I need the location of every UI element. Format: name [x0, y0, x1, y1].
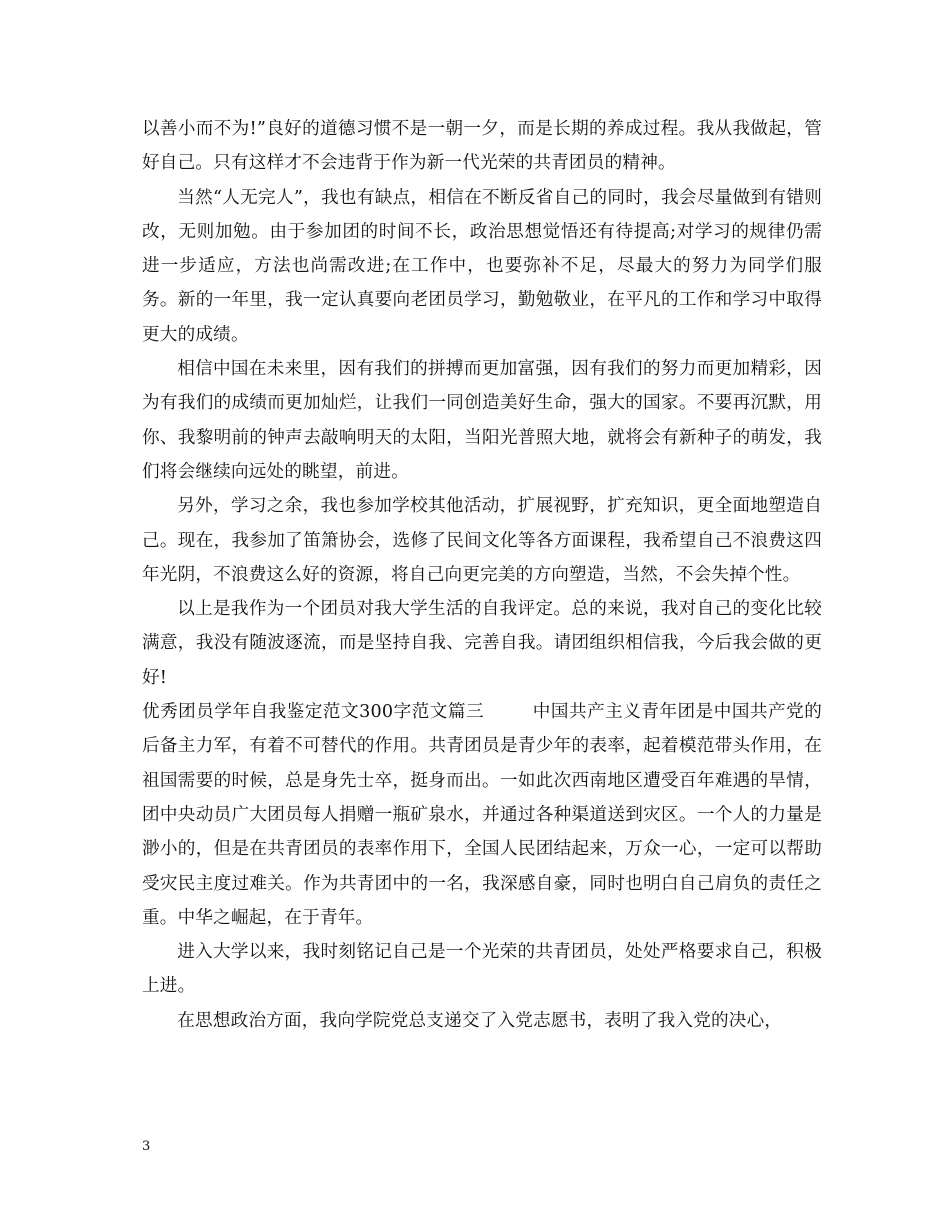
section-heading: 优秀团员学年自我鉴定范文300字范文篇三 [142, 702, 485, 723]
paragraph-university: 进入大学以来，我时刻铭记自己是一个光荣的共青团员，处处严格要求自己，积极上进。 [142, 942, 822, 997]
paragraph-section-three [142, 695, 822, 935]
paragraph-moral-habits: 以善小而不为!”良好的道德习惯不是一朝一夕，而是长期的养成过程。我从我做起，管好自己。只有这样才不会违背于作为新一代光荣的共青团员的精神。 [142, 119, 822, 174]
paragraph-activities: 另外，学习之余，我也参加学校其他活动，扩展视野，扩充知识，更全面地塑造自己。现在，我参加了笛箫协会，选修了民间文化等各方面课程，我希望自己不浪费这四年光阴，不浪费这么好的资源，将自己向更完美的方向塑造，当然，不会失掉个性。 [142, 496, 822, 585]
document-body [142, 112, 822, 1038]
paragraph-shortcomings: 当然“人无完人”，我也有缺点，相信在不断反省自己的同时，我会尽量做到有错则改，无则加勉。由于参加团的时间不长，政治思想觉悟还有待提高;对学习的规律仍需进一步适应，方法也尚需改进;在工作中，也要弥补不足，尽最大的努力为同学们服务。新的一年里，我一定认真要向老团员学习，勤勉敬业，在平凡的工作和学习中取得更大的成绩。 [142, 187, 822, 345]
paragraph-self-evaluation: 以上是我作为一个团员对我大学生活的自我评定。总的来说，我对自己的变化比较满意，我没有随波逐流，而是坚持自我、完善自我。请团组织相信我，今后我会做的更好! [142, 599, 822, 688]
page-number: 3 [142, 1139, 151, 1154]
heading-gap [484, 702, 533, 722]
paragraph-future-china: 相信中国在未来里，因有我们的拼搏而更加富强，因有我们的努力而更加精彩，因为有我们的成绩而更加灿烂，让我们一同创造美好生命，强大的国家。不要再沉默，用你、我黎明前的钟声去敲响明天的太阳，当阳光普照大地，就将会有新种子的萌发，我们将会继续向远处的眺望，前进。 [142, 359, 822, 482]
section-body-text: 中国共产主义青年团是中国共产党的后备主力军，有着不可替代的作用。共青团员是青少年的表率，起着模范带头作用，在祖国需要的时候，总是身先士卒，挺身而出。一如此次西南地区遭受百年难遇的旱情，团中央动员广大团员每人捐赠一瓶矿泉水，并通过各种渠道送到灾区。一个人的力量是渺小的，但是在共青团员的表率作用下，全国人民团结起来，万众一心，一定可以帮助受灾民主度过难关。作为共青团中的一名，我深感自豪，同时也明白自己肩负的责任之重。中华之崛起，在于青年。 [142, 702, 822, 928]
paragraph-political: 在思想政治方面，我向学院党总支递交了入党志愿书，表明了我入党的决心， [177, 1010, 783, 1031]
